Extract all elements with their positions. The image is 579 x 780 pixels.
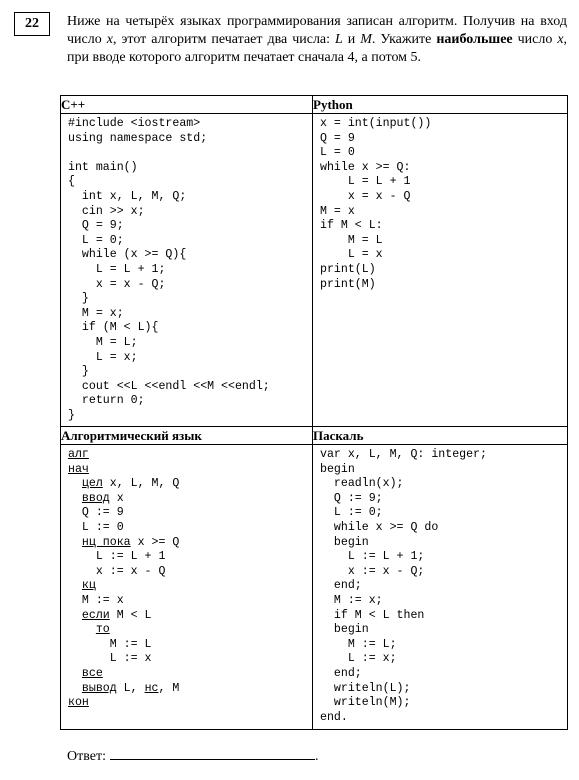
code-line: { bbox=[68, 175, 75, 189]
code-line: if M < L: bbox=[320, 219, 383, 233]
task-part: . Укажите bbox=[371, 32, 437, 47]
code-line bbox=[68, 146, 312, 161]
pascal-code bbox=[313, 445, 567, 727]
code-line bbox=[68, 492, 312, 507]
task-var-m: M bbox=[360, 32, 372, 47]
code-line: M = x; bbox=[68, 306, 124, 320]
code-line: L = x bbox=[320, 248, 383, 262]
code-line: Q = 9 bbox=[320, 131, 355, 145]
code-line bbox=[68, 652, 312, 667]
alg-code bbox=[61, 445, 312, 713]
code-line bbox=[68, 477, 312, 492]
code-table bbox=[60, 95, 568, 730]
code-fragment bbox=[68, 492, 82, 505]
code-line bbox=[68, 667, 312, 682]
code-line: M := L; bbox=[320, 637, 397, 651]
task-part: , при вводе которого алгоритм печатает сначала 4, а потом 5. bbox=[67, 32, 568, 65]
code-fragment: x >= Q bbox=[130, 535, 180, 549]
python-code bbox=[313, 114, 567, 294]
cpp-cell bbox=[61, 114, 313, 427]
keyword: кон bbox=[68, 696, 89, 710]
cpp-header: C++ bbox=[61, 96, 313, 114]
code-line: print(M) bbox=[320, 277, 376, 291]
code-line bbox=[68, 682, 312, 697]
code-line: end. bbox=[320, 710, 348, 724]
task-emphasis: наибольшее bbox=[436, 32, 513, 47]
alg-header: Алгоритмический язык bbox=[61, 427, 313, 445]
code-line bbox=[68, 594, 312, 609]
keyword: нс bbox=[144, 681, 159, 695]
pascal-header: Паскаль bbox=[313, 427, 568, 445]
code-line bbox=[68, 609, 312, 624]
code-fragment bbox=[68, 477, 82, 490]
code-fragment bbox=[68, 667, 82, 680]
code-line: begin bbox=[320, 462, 355, 476]
code-line bbox=[68, 448, 312, 463]
code-line: end; bbox=[320, 666, 362, 680]
code-line: x = int(input()) bbox=[320, 117, 432, 130]
code-fragment: x, L, M, Q bbox=[102, 477, 180, 491]
keyword: если bbox=[81, 608, 110, 622]
code-fragment: L := 0 bbox=[68, 520, 124, 534]
task-var-l: L bbox=[335, 32, 343, 47]
keyword: нач bbox=[68, 462, 89, 476]
code-line: while (x >= Q){ bbox=[68, 248, 187, 262]
code-line: print(L) bbox=[320, 262, 376, 276]
answer-label: Ответ: bbox=[67, 749, 106, 764]
code-fragment bbox=[68, 609, 82, 622]
code-line: #include <iostream> bbox=[68, 117, 201, 130]
code-line: x := x - Q; bbox=[320, 564, 425, 578]
code-line: } bbox=[68, 292, 89, 306]
answer-row bbox=[67, 745, 318, 765]
code-fragment: L := x bbox=[68, 652, 152, 666]
code-fragment: L := L + 1 bbox=[68, 550, 166, 564]
code-line: using namespace std; bbox=[68, 131, 208, 145]
code-fragment: Q := 9 bbox=[68, 506, 124, 520]
code-line bbox=[68, 521, 312, 536]
code-line: int x, L, M, Q; bbox=[68, 189, 187, 203]
keyword: нц пока bbox=[81, 535, 131, 549]
code-line: L := x; bbox=[320, 652, 397, 666]
code-fragment: , M bbox=[158, 681, 180, 695]
code-line: L = L + 1 bbox=[320, 175, 411, 189]
code-line: begin bbox=[320, 623, 369, 637]
code-line: L = 0; bbox=[68, 233, 124, 247]
code-line: x = x - Q bbox=[320, 189, 411, 203]
keyword: все bbox=[81, 666, 103, 680]
code-line: M = L bbox=[320, 233, 383, 247]
code-line: end; bbox=[320, 579, 362, 593]
code-line: M = x bbox=[320, 204, 355, 218]
task-var-x: x bbox=[557, 32, 564, 47]
code-line: } bbox=[68, 408, 75, 422]
code-line bbox=[68, 565, 312, 580]
code-line: M := x; bbox=[320, 593, 383, 607]
code-fragment: L, bbox=[116, 681, 145, 695]
code-line: L := 0; bbox=[320, 506, 383, 520]
code-fragment bbox=[68, 682, 82, 695]
keyword: кц bbox=[81, 579, 96, 593]
code-line bbox=[68, 506, 312, 521]
task-text bbox=[67, 13, 567, 67]
cpp-code bbox=[61, 114, 312, 425]
code-line bbox=[68, 638, 312, 653]
code-line: if (M < L){ bbox=[68, 321, 159, 335]
keyword: ввод bbox=[81, 491, 110, 505]
alg-cell bbox=[61, 445, 313, 730]
code-line bbox=[68, 696, 312, 711]
code-fragment bbox=[68, 579, 82, 592]
code-line: M = L; bbox=[68, 335, 138, 349]
code-line: int main() bbox=[68, 160, 138, 174]
keyword: цел bbox=[81, 477, 103, 491]
code-line: return 0; bbox=[68, 394, 145, 408]
keyword: алг bbox=[68, 448, 89, 461]
code-line: x = x - Q; bbox=[68, 277, 166, 291]
code-line bbox=[68, 550, 312, 565]
code-line bbox=[68, 536, 312, 551]
code-fragment: M < L bbox=[109, 608, 152, 622]
code-line: L = x; bbox=[68, 350, 138, 364]
code-line: L := L + 1; bbox=[320, 550, 425, 564]
task-part: , этот алгоритм печатает два числа: bbox=[112, 32, 336, 47]
code-fragment: M := x bbox=[68, 593, 124, 607]
question-number: 22 bbox=[14, 12, 50, 36]
code-line: cin >> x; bbox=[68, 204, 145, 218]
code-line: if M < L then bbox=[320, 608, 425, 622]
keyword: вывод bbox=[81, 681, 117, 695]
code-line bbox=[68, 579, 312, 594]
code-fragment bbox=[68, 536, 82, 549]
keyword: то bbox=[95, 623, 110, 637]
code-line: writeln(M); bbox=[320, 696, 411, 710]
code-line: Q := 9; bbox=[320, 491, 383, 505]
code-fragment bbox=[68, 623, 96, 636]
task-part: Ниже на четырёх языках программирования записан алгоритм. Получив на вход число bbox=[67, 14, 567, 47]
code-line: readln(x); bbox=[320, 477, 404, 491]
task-part: число bbox=[512, 32, 558, 47]
code-line: cout <<L <<endl <<M <<endl; bbox=[68, 379, 270, 393]
code-line: L = 0 bbox=[320, 146, 355, 160]
pascal-cell bbox=[313, 445, 568, 730]
code-line: var x, L, M, Q: integer; bbox=[320, 448, 487, 461]
code-fragment: x bbox=[109, 491, 124, 505]
task-var-x: x bbox=[106, 32, 113, 47]
code-fragment: M := L bbox=[68, 637, 152, 651]
code-fragment: x := x - Q bbox=[68, 564, 166, 578]
code-line: } bbox=[68, 365, 89, 379]
code-line: while x >= Q: bbox=[320, 160, 411, 174]
task-part: и bbox=[342, 32, 361, 47]
code-line: L = L + 1; bbox=[68, 262, 166, 276]
answer-end: . bbox=[314, 749, 319, 764]
code-line: while x >= Q do bbox=[320, 520, 439, 534]
code-line bbox=[68, 623, 312, 638]
python-cell bbox=[313, 114, 568, 427]
code-line bbox=[68, 463, 312, 478]
code-line: writeln(L); bbox=[320, 681, 411, 695]
code-line: Q = 9; bbox=[68, 219, 124, 233]
code-line: begin bbox=[320, 535, 369, 549]
answer-field[interactable] bbox=[110, 745, 315, 760]
python-header: Python bbox=[313, 96, 568, 114]
